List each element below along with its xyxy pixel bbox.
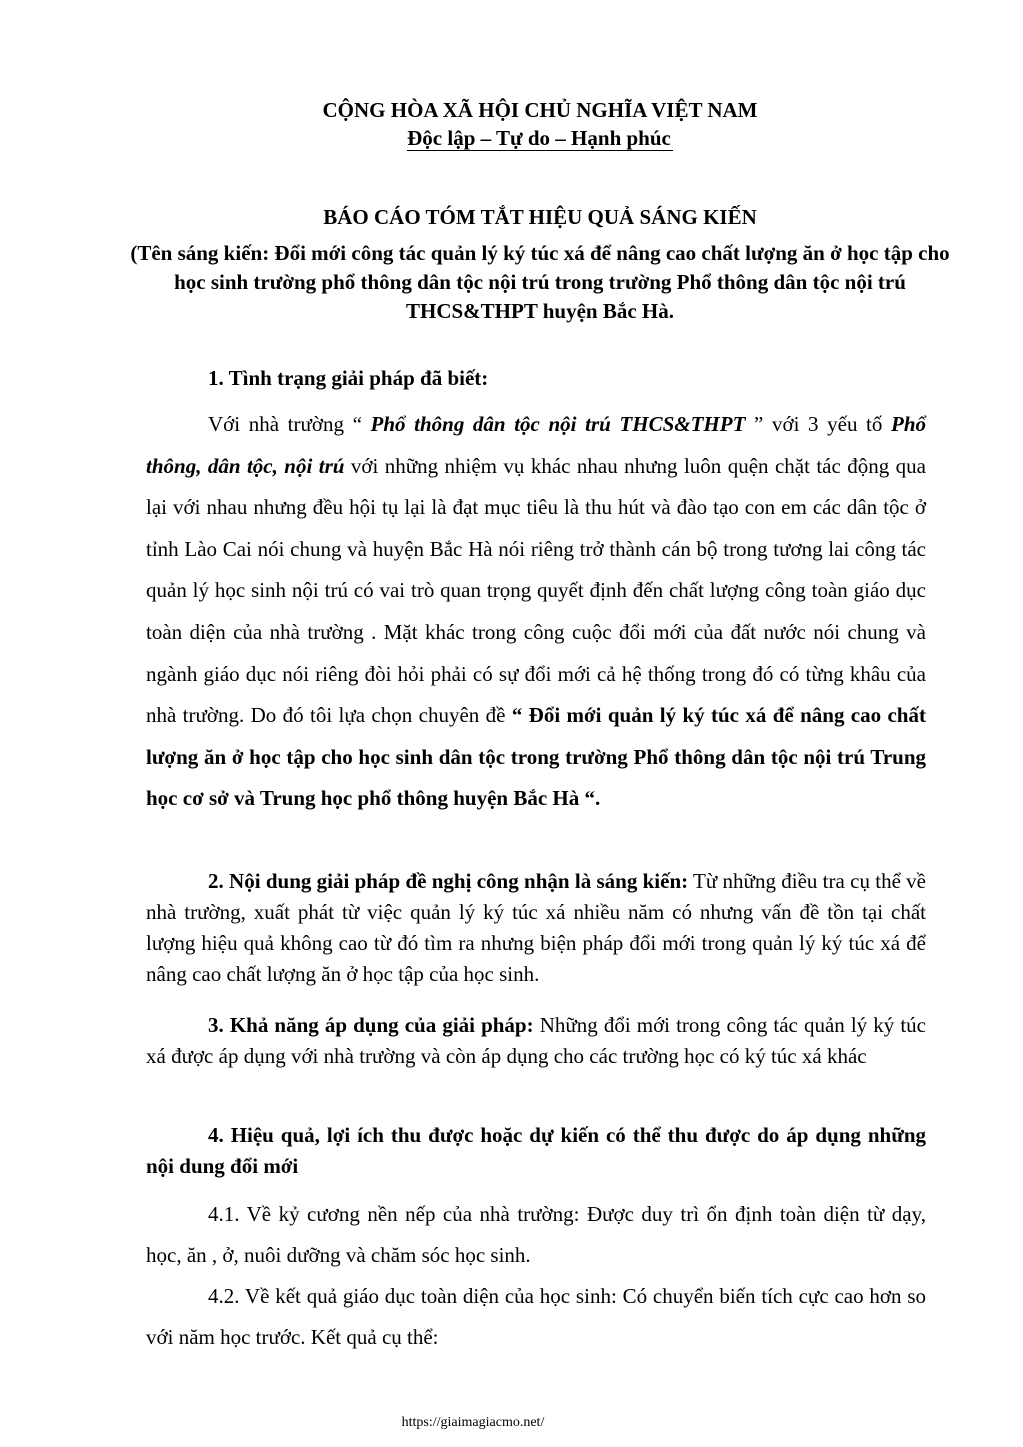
section-1-text-a: Với nhà trường “ (208, 412, 362, 436)
section-2-heading: 2. Nội dung giải pháp đề nghị công nhận là sáng kiến: (208, 869, 689, 893)
section-1-paragraph (146, 404, 926, 820)
footer-url: https://giaimagiacmo.net/ (401, 1415, 545, 1430)
section-1-school-name: Phổ thông dân tộc nội trú THCS&THPT (361, 412, 755, 436)
section-1-text-c: ” với 3 yếu tố (754, 412, 891, 436)
national-motto-text: Độc lập – Tự do – Hạnh phúc (407, 126, 671, 150)
section-3-heading: 3. Khả năng áp dụng của giải pháp: (208, 1013, 534, 1037)
section-3-text: Những đổi mới trong công tác quản lý ký túc xá được áp dụng với nhà trường và còn áp dụng cho các trường học có ký túc xá khác (146, 1013, 926, 1068)
section-1-three-factors: Phổ thông, dân tộc, nội trú (146, 412, 927, 478)
section-3-paragraph (146, 1010, 926, 1072)
section-2-paragraph (146, 866, 926, 990)
section-1-topic-name: “ Đổi mới quản lý ký túc xá để nâng cao chất lượng ăn ở học tập cho học sinh dân tộc trong trường Phổ thông dân tộc nội trú Trung học cơ sở và Trung học phổ thông huyện Bắc Hà “. (146, 703, 926, 811)
section-4-item-1: 4.1. Về kỷ cương nền nếp của nhà trường: Được duy trì ổn định toàn diện từ dạy, học, ăn , ở, nuôi dưỡng và chăm sóc học sinh. (146, 1202, 926, 1267)
section-1-heading: 1. Tình trạng giải pháp đã biết: (208, 366, 489, 390)
section-1-text-e: với những nhiệm vụ khác nhau nhưng luôn quện chặt tác động qua lại với nhau nhưng đều hội tụ lại là đạt mục tiêu là thu hút và đào tạo con em các dân tộc ở tỉnh Lào Cai nói chung và huyện Bắc Hà nói riêng trở thành cán bộ trong tương lai công tác quản lý học sinh nội trú có vai trò quan trọng quyết định đến chất lượng công toàn giáo dục toàn diện của nhà trường . Mặt khác trong công cuộc đổi mới của đất nước nói chung và ngành giáo dục nói riêng đòi hỏi phải có sự đổi mới cả hệ thống trong đó có từng khâu của nhà trường. Do đó tôi lựa chọn chuyên đề (146, 453, 926, 728)
section-2-text: Từ những điều tra cụ thể về nhà trường, xuất phát từ việc quản lý ký túc xá nhiều năm có nhưng vấn đề tồn tại chất lượng hiệu quả không cao từ đó tìm ra nhưng biện pháp đổi mới trong quản lý ký túc xá để nâng cao chất lượng ăn ở học tập của học sinh. (146, 869, 927, 986)
national-title: CỘNG HÒA XÃ HỘI CHỦ NGHĨA VIỆT NAM (322, 98, 758, 122)
initiative-name: (Tên sáng kiến: Đổi mới công tác quản lý ký túc xá để nâng cao chất lượng ăn ở học tập cho học sinh trường phổ thông dân tộc nội trú trong trường Phổ thông dân tộc nội trú THCS&THPT huyện Bắc Hà. (130, 241, 950, 323)
section-4-heading: 4. Hiệu quả, lợi ích thu được hoặc dự kiến có thể thu được do áp dụng những nội dung đổi mới (146, 1123, 926, 1178)
report-title: BÁO CÁO TÓM TẮT HIỆU QUẢ SÁNG KIẾN (323, 205, 757, 229)
section-4-item-2: 4.2. Về kết quả giáo dục toàn diện của học sinh: Có chuyển biến tích cực cao hơn so với năm học trước. Kết quả cụ thể: (146, 1284, 926, 1349)
national-motto (0, 124, 1023, 152)
